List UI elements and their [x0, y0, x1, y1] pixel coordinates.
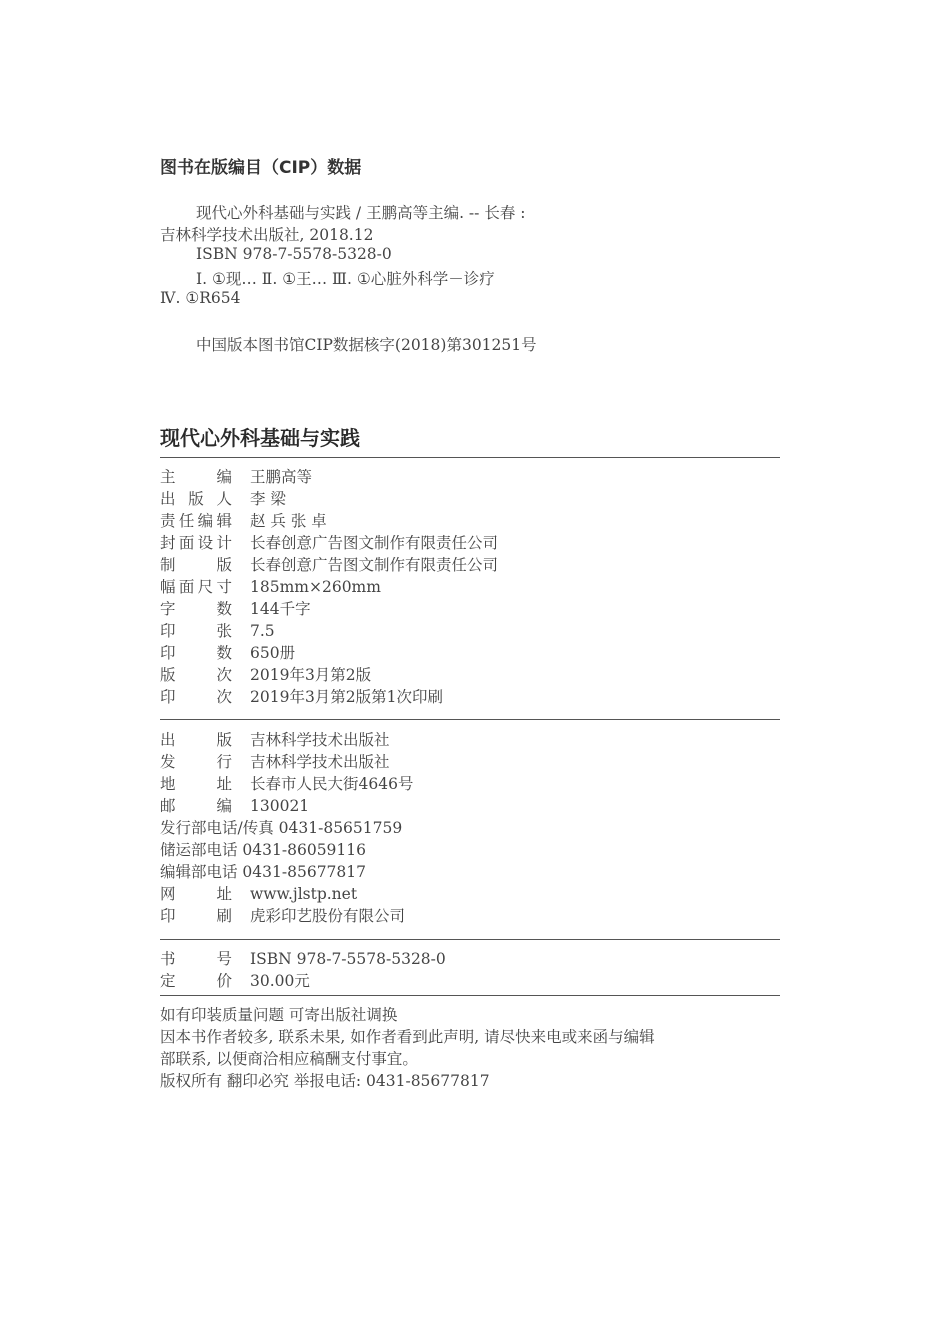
website-url: www.jlstp.net — [250, 885, 358, 903]
detail-row — [160, 532, 498, 554]
divider — [160, 939, 780, 940]
detail-row — [160, 466, 312, 488]
detail-label: 制版 — [160, 556, 232, 574]
publisher-label: 邮编 — [160, 797, 232, 815]
publisher-value: 长春市人民大街4646号 — [250, 775, 414, 793]
detail-value: 7.5 — [250, 622, 275, 640]
publisher-row — [160, 795, 309, 817]
publisher-value: 吉林科学技术出版社 — [250, 753, 390, 771]
editorial-phone: 编辑部电话 0431-85677817 — [160, 863, 367, 881]
detail-label: 封面设计 — [160, 534, 232, 552]
divider — [160, 719, 780, 720]
printer-label: 印刷 — [160, 907, 232, 925]
publisher-label: 发行 — [160, 753, 232, 771]
isbn-label: 书号 — [160, 950, 232, 968]
publisher-row — [160, 729, 390, 751]
publisher-row — [160, 751, 390, 773]
publisher-label: 出版 — [160, 731, 232, 749]
detail-label: 字数 — [160, 600, 232, 618]
cip-record-number: 中国版本图书馆CIP数据核字(2018)第301251号 — [196, 336, 537, 354]
book-title: 现代心外科基础与实践 — [160, 426, 360, 450]
detail-label: 主编 — [160, 468, 232, 486]
detail-row — [160, 554, 498, 576]
detail-row — [160, 576, 381, 598]
storage-phone: 储运部电话 0431-86059116 — [160, 841, 367, 859]
price-label: 定价 — [160, 972, 232, 990]
isbn-row — [160, 948, 446, 970]
isbn-value: ISBN 978-7-5578-5328-0 — [250, 950, 446, 968]
detail-row — [160, 642, 295, 664]
publisher-label: 地址 — [160, 775, 232, 793]
website-label: 网址 — [160, 885, 232, 903]
detail-row — [160, 686, 443, 708]
detail-value: 2019年3月第2版 — [250, 666, 372, 684]
detail-label: 版次 — [160, 666, 232, 684]
detail-row — [160, 620, 275, 642]
detail-row — [160, 510, 327, 532]
detail-value: 赵 兵 张 卓 — [250, 512, 327, 530]
detail-label: 责任编辑 — [160, 512, 232, 530]
detail-value: 650册 — [250, 644, 296, 662]
author-notice-line2: 部联系, 以便商洽相应稿酬支付事宜。 — [160, 1050, 418, 1068]
cip-title-line: 现代心外科基础与实践 / 王鹏高等主编. -- 长春 : — [196, 204, 526, 222]
detail-value: 王鹏高等 — [250, 468, 313, 486]
publisher-value: 吉林科学技术出版社 — [250, 731, 390, 749]
detail-value: 144千字 — [250, 600, 311, 618]
cip-publisher-line: 吉林科学技术出版社, 2018.12 — [160, 226, 374, 244]
detail-label: 印张 — [160, 622, 232, 640]
detail-value: 李 梁 — [250, 490, 286, 508]
publisher-row — [160, 773, 413, 795]
website-row — [160, 883, 357, 905]
author-notice-line1: 因本书作者较多, 联系未果, 如作者看到此声明, 请尽快来电或来函与编辑 — [160, 1028, 655, 1046]
cip-classification-line: Ⅳ. ①R654 — [160, 289, 241, 307]
quality-notice: 如有印装质量问题 可寄出版社调换 — [160, 1006, 398, 1024]
detail-label: 出版人 — [160, 490, 232, 508]
price-value: 30.00元 — [250, 972, 310, 990]
publisher-value: 130021 — [250, 797, 310, 815]
cip-header: 图书在版编目（CIP）数据 — [160, 158, 362, 178]
detail-row — [160, 664, 371, 686]
detail-value: 长春创意广告图文制作有限责任公司 — [250, 556, 499, 574]
cip-isbn-line: ISBN 978-7-5578-5328-0 — [196, 245, 392, 263]
detail-row — [160, 488, 286, 510]
copyright-notice: 版权所有 翻印必究 举报电话: 0431-85677817 — [160, 1072, 490, 1090]
detail-label: 印次 — [160, 688, 232, 706]
divider — [160, 457, 780, 458]
printer-value: 虎彩印艺股份有限公司 — [250, 907, 406, 925]
detail-value: 长春创意广告图文制作有限责任公司 — [250, 534, 499, 552]
printer-row — [160, 905, 405, 927]
detail-label: 幅面尺寸 — [160, 578, 232, 596]
cip-subject-line: Ⅰ. ①现… Ⅱ. ①王… Ⅲ. ①心脏外科学－诊疗 — [196, 270, 495, 288]
distribution-phone: 发行部电话/传真 0431-85651759 — [160, 819, 403, 837]
detail-value: 2019年3月第2版第1次印刷 — [250, 688, 444, 706]
divider — [160, 995, 780, 996]
detail-label: 印数 — [160, 644, 232, 662]
detail-value: 185mm×260mm — [250, 578, 381, 596]
detail-row — [160, 598, 311, 620]
price-row — [160, 970, 310, 992]
